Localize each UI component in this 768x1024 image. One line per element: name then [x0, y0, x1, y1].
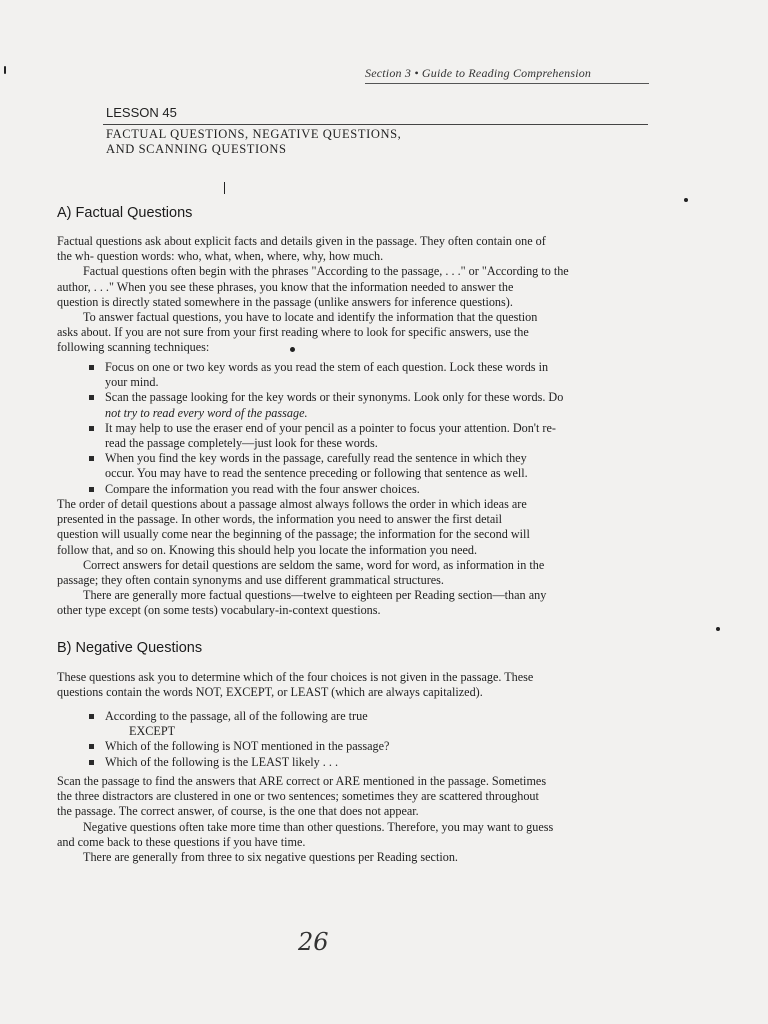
text-line: These questions ask you to determine which of the four choices is not given in the passage. These	[57, 670, 534, 684]
bullet-icon	[89, 744, 94, 749]
text-line: occur. You may have to read the sentence preceding or following that sentence as well.	[105, 466, 528, 481]
section-heading-factual: A) Factual Questions	[57, 205, 193, 221]
section-heading-negative: B) Negative Questions	[57, 640, 203, 656]
bullet-icon	[89, 426, 94, 431]
paragraph	[57, 497, 546, 619]
text-line: not try to read every word of the passage.	[105, 405, 308, 420]
text-line: It may help to use the eraser end of your pencil as a pointer to focus your attention. Don't re-	[105, 420, 556, 435]
text-line: question is directly stated somewhere in the passage (unlike answers for inference questions).	[57, 294, 513, 309]
bullet-icon	[89, 365, 94, 370]
text-line: There are generally from three to six negative questions per Reading section.	[83, 850, 458, 865]
text-line: your mind.	[105, 375, 159, 390]
lesson-number: LESSON 45	[106, 105, 177, 120]
scan-speck	[684, 198, 688, 202]
text-line: There are generally more factual questions—twelve to eighteen per Reading section—than any	[83, 588, 547, 603]
text-line: Focus on one or two key words as you read the stem of each question. Lock these words in	[105, 360, 549, 374]
text-line: Which of the following is NOT mentioned in the passage?	[105, 739, 390, 754]
text-line: According to the passage, all of the following are true	[105, 709, 368, 723]
bullet-icon	[89, 395, 94, 400]
lesson-title	[106, 127, 401, 157]
header-rule	[365, 83, 649, 84]
text-line: and come back to these questions if you have time.	[57, 834, 306, 849]
text-line: read the passage completely—just look for these words.	[105, 436, 378, 451]
scan-speck	[224, 182, 225, 194]
text-line: The order of detail questions about a passage almost always follows the order in which ideas are	[57, 497, 527, 511]
text-line: the three distractors are clustered in one or two sentences; sometimes they are scattered throughout	[57, 789, 539, 804]
text-line: When you find the key words in the passage, carefully read the sentence in which they	[105, 451, 527, 466]
text-line: Scan the passage looking for the key words or their synonyms. Look only for these words. Do	[105, 390, 564, 405]
text-line: follow that, and so on. Knowing this should help you locate the information you need.	[57, 542, 478, 557]
text-line: question will usually come near the beginning of the passage; the information for the second will	[57, 527, 530, 542]
scan-speck	[716, 627, 720, 631]
paragraph	[57, 670, 533, 700]
paragraph	[57, 234, 569, 356]
text-line: Compare the information you read with the four answer choices.	[105, 481, 420, 496]
lesson-title-line: AND SCANNING QUESTIONS	[106, 142, 287, 156]
list-item	[89, 482, 563, 497]
text-line: Factual questions often begin with the phrases "According to the passage, . . ." or "According to the	[83, 264, 569, 279]
text-line: Scan the passage to find the answers that ARE correct or ARE mentioned in the passage. Sometimes	[57, 774, 547, 788]
text-line: author, . . ." When you see these phrases, you know that the information needed to answer the	[57, 279, 514, 294]
running-header: Section 3 • Guide to Reading Comprehension	[365, 66, 592, 80]
scanning-techniques-list	[89, 360, 563, 497]
text-line: asks about. If you are not sure from your first reading where to look for specific answers, use the	[57, 325, 529, 340]
text-line: Negative questions often take more time than other questions. Therefore, you may want to guess	[83, 819, 554, 834]
list-item	[89, 421, 563, 436]
bullet-icon	[89, 760, 94, 765]
list-item	[89, 709, 389, 724]
text-line: Correct answers for detail questions are seldom the same, word for word, as information in the	[83, 557, 545, 572]
text-line: the wh- question words: who, what, when, where, why, how much.	[57, 249, 384, 264]
text-line: Factual questions ask about explicit facts and details given in the passage. They often contain one of	[57, 234, 546, 248]
lesson-rule	[103, 124, 648, 125]
list-item	[89, 739, 389, 754]
scan-speck	[4, 66, 6, 74]
text-line: Which of the following is the LEAST likely . . .	[105, 754, 338, 769]
lesson-title-line: FACTUAL QUESTIONS, NEGATIVE QUESTIONS,	[106, 127, 402, 141]
text-line: other type except (on some tests) vocabulary-in-context questions.	[57, 603, 381, 618]
negative-examples-list	[89, 709, 389, 770]
text-line: the passage. The correct answer, of course, is the one that does not appear.	[57, 804, 419, 819]
text-line: following scanning techniques:	[57, 340, 210, 355]
bullet-icon	[89, 487, 94, 492]
list-item	[89, 755, 389, 770]
text-line: presented in the passage. In other words, the information you need to answer the first detail	[57, 512, 503, 527]
bullet-icon	[89, 714, 94, 719]
list-item	[89, 390, 563, 405]
handwritten-page-number: 26	[298, 928, 329, 956]
text-line: passage; they often contain synonyms and use different grammatical structures.	[57, 573, 444, 588]
list-item	[89, 451, 563, 466]
text-line: EXCEPT	[129, 724, 176, 739]
paragraph	[57, 774, 553, 865]
text-line: To answer factual questions, you have to locate and identify the information that the question	[83, 310, 538, 325]
list-item	[89, 360, 563, 375]
text-line: questions contain the words NOT, EXCEPT, or LEAST (which are always capitalized).	[57, 685, 483, 700]
bullet-icon	[89, 456, 94, 461]
